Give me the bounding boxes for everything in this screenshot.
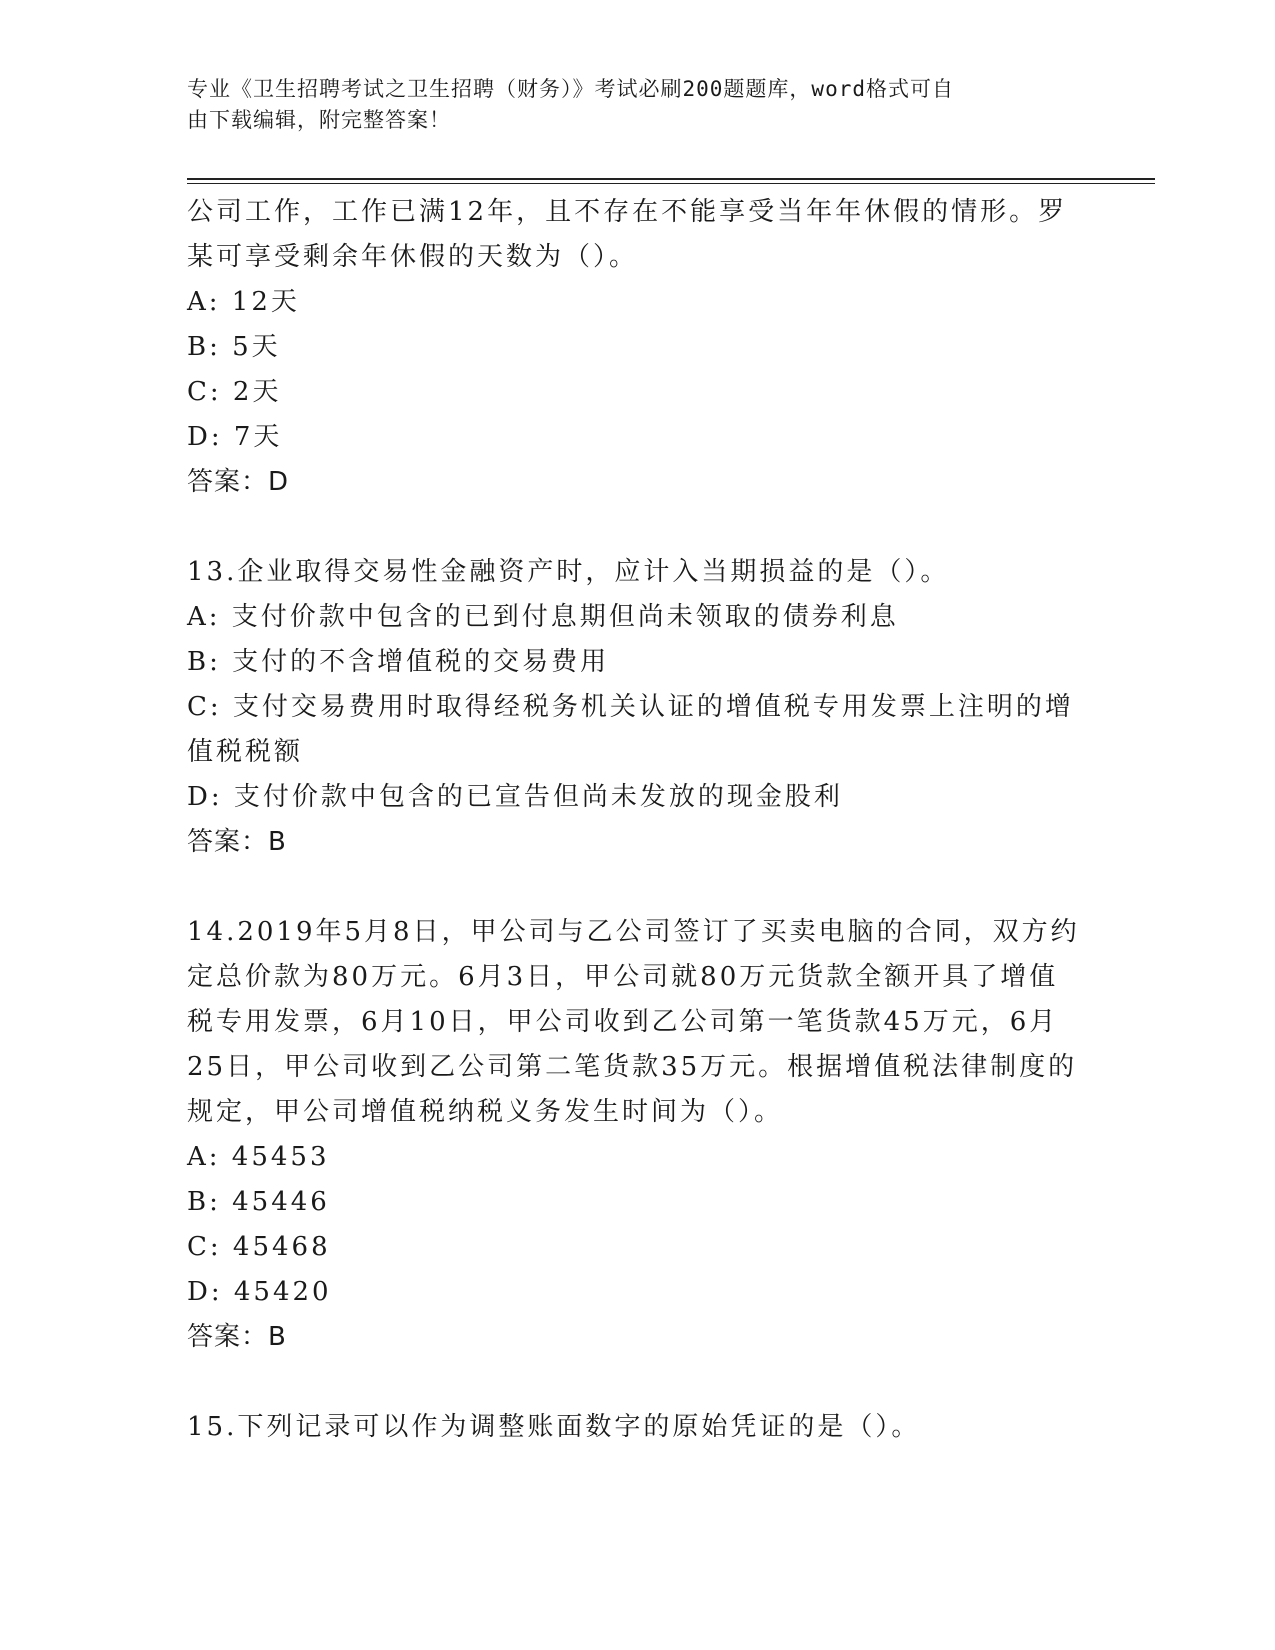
question-text-line: 15.下列记录可以作为调整账面数字的原始凭证的是（）。 — [187, 1412, 921, 1442]
option-c-continued: 值税税额 — [187, 737, 304, 767]
question-text-line: 税专用发票，6月10日，甲公司收到乙公司第一笔货款45万元，6月 — [187, 1007, 1059, 1037]
answer-line: 答案：B — [187, 827, 287, 857]
header-divider-thick — [187, 178, 1155, 180]
question-text-line: 规定，甲公司增值税纳税义务发生时间为（）。 — [187, 1097, 784, 1127]
question-13 — [187, 550, 1087, 865]
question-text-line: 14.2019年5月8日，甲公司与乙公司签订了买卖电脑的合同，双方约 — [187, 917, 1080, 947]
question-text-line: 定总价款为80万元。6月3日，甲公司就80万元货款全额开具了增值 — [187, 962, 1059, 992]
option-a: A: 45453 — [187, 1142, 330, 1172]
question-list — [187, 190, 1087, 1450]
header-line-2: 由下载编辑，附完整答案！ — [187, 108, 451, 132]
question-14 — [187, 910, 1087, 1360]
header-line-1: 专业《卫生招聘考试之卫生招聘（财务）》考试必刷200题题库，word格式可自 — [187, 77, 954, 101]
document-header — [187, 74, 1067, 136]
question-text-line: 公司工作，工作已满12年，且不存在不能享受当年年休假的情形。罗 — [187, 197, 1068, 227]
question-12-continued — [187, 190, 1087, 505]
question-text-line: 25日，甲公司收到乙公司第二笔货款35万元。根据增值税法律制度的 — [187, 1052, 1078, 1082]
option-c: C: 2天 — [187, 377, 282, 407]
option-c: C: 45468 — [187, 1232, 331, 1262]
option-d: D: 45420 — [187, 1277, 332, 1307]
question-15 — [187, 1405, 1087, 1450]
option-a: A: 12天 — [187, 287, 300, 317]
option-d: D: 支付价款中包含的已宣告但尚未发放的现金股利 — [187, 782, 843, 812]
header-divider-thin — [187, 183, 1155, 184]
question-text-line: 13.企业取得交易性金融资产时，应计入当期损益的是（）。 — [187, 557, 950, 587]
option-b: B: 5天 — [187, 332, 281, 362]
answer-line: 答案：B — [187, 1322, 287, 1352]
question-text-line: 某可享受剩余年休假的天数为（）。 — [187, 242, 639, 272]
answer-line: 答案：D — [187, 467, 290, 497]
option-c: C: 支付交易费用时取得经税务机关认证的增值税专用发票上注明的增 — [187, 692, 1074, 722]
option-b: B: 支付的不含增值税的交易费用 — [187, 647, 610, 677]
option-d: D: 7天 — [187, 422, 283, 452]
option-a: A: 支付价款中包含的已到付息期但尚未领取的债券利息 — [187, 602, 899, 632]
question-spacer — [187, 505, 1087, 550]
question-spacer — [187, 865, 1087, 910]
question-spacer — [187, 1360, 1087, 1405]
option-b: B: 45446 — [187, 1187, 330, 1217]
